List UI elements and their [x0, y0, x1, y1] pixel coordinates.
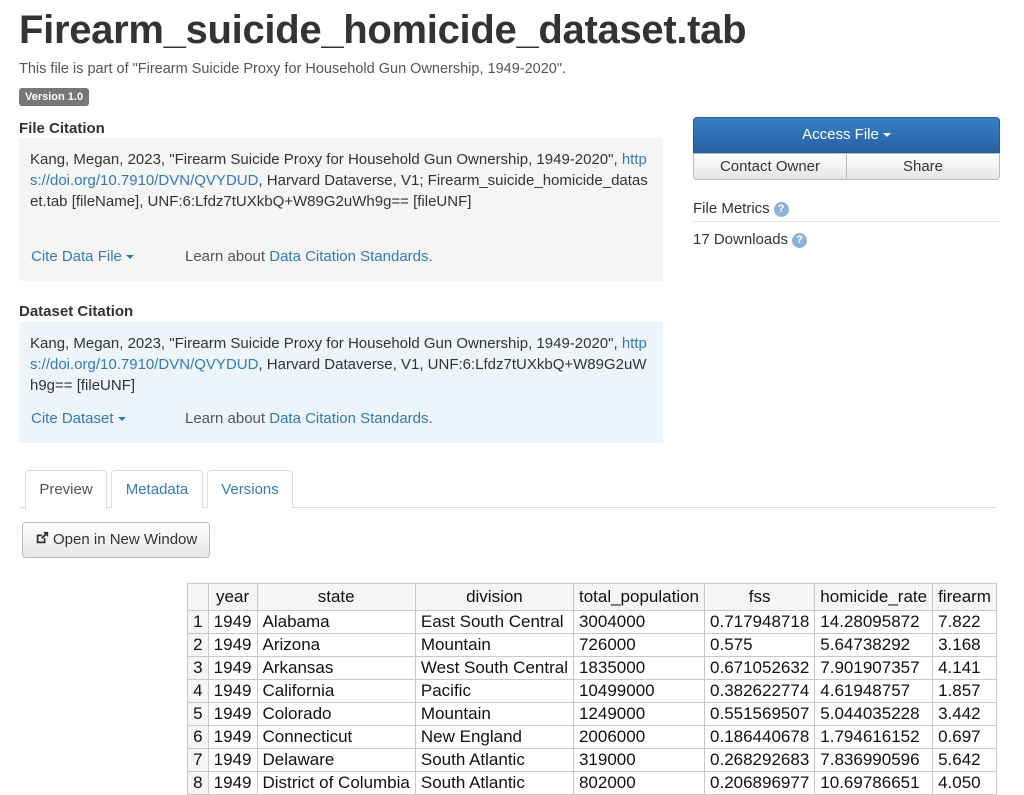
dataset-citation-text-after: , Harvard Dataverse, V1, UNF:6:Lfdz7tUXkbQ+W89G2uWh9g== [fileUNF] — [30, 356, 647, 394]
table-cell: 0.186440678 — [705, 726, 815, 749]
row-number: 6 — [188, 726, 209, 749]
tab-metadata[interactable]: Metadata — [111, 470, 203, 508]
open-in-new-window-label: Open in New Window — [53, 531, 198, 548]
learn-about-text — [185, 408, 433, 429]
column-header-year: year — [208, 584, 257, 611]
table-cell: 3004000 — [573, 611, 704, 634]
table-cell: South Atlantic — [415, 772, 573, 795]
dataset-citation-label: Dataset Citation — [19, 303, 134, 320]
table-cell: 1835000 — [573, 657, 704, 680]
row-number: 3 — [188, 657, 209, 680]
file-citation-text-after: , Harvard Dataverse, V1; Firearm_suicide_homicide_dataset.tab [fileName], UNF:6:Lfdz7tUXkbQ+W89G2uWh9g== [fileUNF] — [30, 172, 648, 210]
table-cell: Arizona — [257, 634, 415, 657]
file-citation-doi-link[interactable]: https://doi.org/10.7910/DVN/QVYDUD — [30, 151, 647, 189]
caret-down-icon — [883, 133, 891, 137]
table-cell: 0.671052632 — [705, 657, 815, 680]
table-cell: 0.268292683 — [705, 749, 815, 772]
table-cell: 1949 — [208, 703, 257, 726]
dataset-citation-doi-link[interactable]: https://doi.org/10.7910/DVN/QVYDUD — [30, 335, 647, 373]
column-header-firearm: firearm — [933, 584, 997, 611]
table-cell: Connecticut — [257, 726, 415, 749]
table-cell: 1.857 — [933, 680, 997, 703]
table-cell: 4.141 — [933, 657, 997, 680]
table-cell: West South Central — [415, 657, 573, 680]
column-header-fss: fss — [705, 584, 815, 611]
table-row — [188, 680, 997, 703]
file-tabs — [19, 470, 996, 508]
learn-about-text — [185, 246, 433, 267]
help-icon[interactable]: ? — [774, 202, 789, 217]
help-icon[interactable]: ? — [792, 233, 807, 248]
learn-about-suffix: . — [428, 248, 433, 265]
row-number: 1 — [188, 611, 209, 634]
table-row — [188, 611, 997, 634]
share-button[interactable]: Share — [846, 153, 1000, 180]
row-number: 4 — [188, 680, 209, 703]
cite-dataset-dropdown[interactable] — [31, 408, 185, 429]
file-citation-actions — [31, 246, 651, 267]
table-cell: 7.822 — [933, 611, 997, 634]
table-cell: East South Central — [415, 611, 573, 634]
table-cell: 4.61948757 — [815, 680, 933, 703]
table-cell: 10499000 — [573, 680, 704, 703]
table-cell: Colorado — [257, 703, 415, 726]
download-count-label: 17 Downloads — [693, 231, 789, 248]
tab-versions[interactable]: Versions — [207, 470, 293, 508]
table-row — [188, 657, 997, 680]
data-citation-standards-link[interactable]: Data Citation Standards — [269, 248, 429, 265]
table-cell: 5.642 — [933, 749, 997, 772]
table-cell: 802000 — [573, 772, 704, 795]
dataset-citation-box — [19, 322, 663, 443]
open-in-new-window-button[interactable] — [22, 522, 210, 558]
page-title: Firearm_suicide_homicide_dataset.tab — [19, 8, 747, 52]
table-cell: Mountain — [415, 634, 573, 657]
external-link-icon — [35, 531, 49, 545]
table-cell: 5.044035228 — [815, 703, 933, 726]
table-cell: 1949 — [208, 611, 257, 634]
access-file-button[interactable] — [693, 117, 1000, 153]
page-subtitle: This file is part of "Firearm Suicide Proxy for Household Gun Ownership, 1949-2020". — [19, 61, 567, 77]
table-cell: Alabama — [257, 611, 415, 634]
table-cell: 0.717948718 — [705, 611, 815, 634]
data-preview — [187, 583, 997, 792]
table-cell: Arkansas — [257, 657, 415, 680]
tab-preview[interactable]: Preview — [25, 470, 107, 509]
table-cell: 319000 — [573, 749, 704, 772]
table-cell: Delaware — [257, 749, 415, 772]
table-cell: California — [257, 680, 415, 703]
version-badge: Version 1.0 — [19, 88, 89, 106]
table-row — [188, 772, 997, 795]
table-cell: 1949 — [208, 726, 257, 749]
file-metrics-label: File Metrics — [693, 200, 770, 217]
column-header-total-population: total_population — [573, 584, 704, 611]
table-cell: 3.168 — [933, 634, 997, 657]
table-cell: 0.206896977 — [705, 772, 815, 795]
column-header-state: state — [257, 584, 415, 611]
table-cell: 10.69786651 — [815, 772, 933, 795]
table-row — [188, 634, 997, 657]
table-header-row — [188, 584, 997, 611]
table-cell: 2006000 — [573, 726, 704, 749]
data-citation-standards-link[interactable]: Data Citation Standards — [269, 410, 429, 427]
table-cell: 0.382622774 — [705, 680, 815, 703]
row-number-header — [188, 584, 209, 611]
table-cell: 14.28095872 — [815, 611, 933, 634]
table-cell: 0.551569507 — [705, 703, 815, 726]
data-table — [187, 583, 997, 795]
file-citation-text — [30, 149, 652, 212]
row-number: 2 — [188, 634, 209, 657]
table-cell: Mountain — [415, 703, 573, 726]
table-cell: 1249000 — [573, 703, 704, 726]
table-cell: South Atlantic — [415, 749, 573, 772]
cite-data-file-dropdown[interactable] — [31, 246, 185, 267]
table-cell: 7.836990596 — [815, 749, 933, 772]
table-cell: 3.442 — [933, 703, 997, 726]
learn-about-suffix: . — [428, 410, 433, 427]
table-row — [188, 749, 997, 772]
file-metrics — [693, 200, 1000, 222]
table-cell: 1949 — [208, 657, 257, 680]
table-cell: 1.794616152 — [815, 726, 933, 749]
table-cell: District of Columbia — [257, 772, 415, 795]
table-row — [188, 726, 997, 749]
dataset-citation-text — [30, 333, 652, 396]
access-file-label: Access File — [802, 126, 879, 143]
table-cell: 1949 — [208, 680, 257, 703]
dataset-citation-actions — [31, 408, 651, 429]
table-cell: 0.575 — [705, 634, 815, 657]
table-row — [188, 703, 997, 726]
dataset-citation-text-before: Kang, Megan, 2023, "Firearm Suicide Proxy for Household Gun Ownership, 1949-2020", — [30, 335, 622, 352]
table-cell: 0.697 — [933, 726, 997, 749]
column-header-division: division — [415, 584, 573, 611]
table-cell: 7.901907357 — [815, 657, 933, 680]
table-cell: 5.64738292 — [815, 634, 933, 657]
row-number: 8 — [188, 772, 209, 795]
table-cell: 1949 — [208, 634, 257, 657]
learn-about-prefix: Learn about — [185, 248, 270, 265]
contact-owner-button[interactable]: Contact Owner — [693, 153, 847, 180]
table-cell: Pacific — [415, 680, 573, 703]
file-citation-label: File Citation — [19, 120, 105, 137]
cite-dataset-label: Cite Dataset — [31, 410, 114, 427]
table-cell: 1949 — [208, 772, 257, 795]
learn-about-prefix: Learn about — [185, 410, 270, 427]
file-citation-text-before: Kang, Megan, 2023, "Firearm Suicide Proxy for Household Gun Ownership, 1949-2020", — [30, 151, 622, 168]
download-count — [693, 231, 807, 248]
table-cell: 1949 — [208, 749, 257, 772]
cite-data-file-label: Cite Data File — [31, 248, 122, 265]
row-number: 5 — [188, 703, 209, 726]
table-cell: New England — [415, 726, 573, 749]
table-cell: 726000 — [573, 634, 704, 657]
file-citation-box — [19, 138, 663, 281]
table-cell: 4.050 — [933, 772, 997, 795]
caret-down-icon — [126, 255, 134, 259]
column-header-homicide-rate: homicide_rate — [815, 584, 933, 611]
row-number: 7 — [188, 749, 209, 772]
caret-down-icon — [118, 417, 126, 421]
